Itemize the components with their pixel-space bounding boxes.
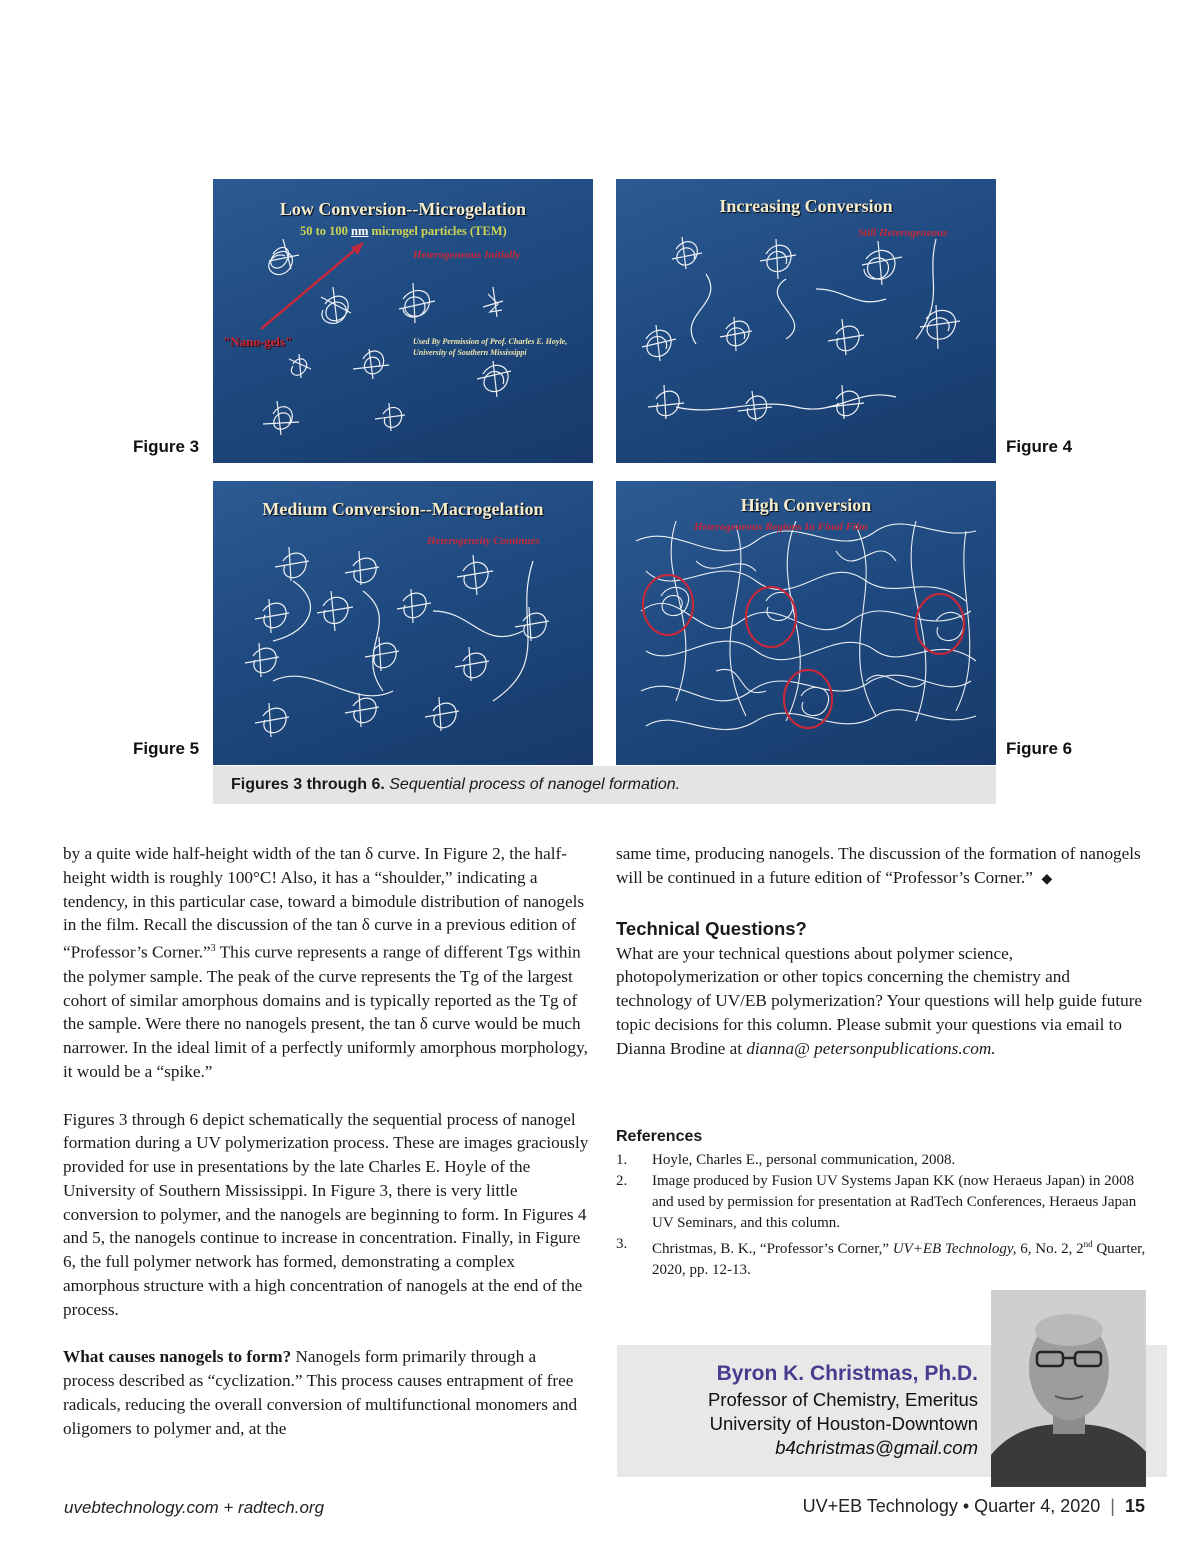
figure-3-note: Heterogeneous Initially: [413, 249, 521, 261]
author-photo: [991, 1290, 1146, 1487]
reference-text: Hoyle, Charles E., personal communication, 2008.: [652, 1152, 956, 1168]
figure-4-label: Figure 4: [1006, 437, 1073, 456]
caption-italic: Sequential process of nanogel formation.: [389, 776, 681, 793]
end-mark-icon: ◆: [1041, 871, 1053, 887]
left-paragraph-1: [63, 842, 589, 1084]
figure-4-title: Increasing Conversion: [719, 196, 893, 216]
references-heading: References: [616, 1128, 703, 1145]
figure-6-panel: [616, 481, 996, 765]
figure-4-scribbles: [616, 179, 996, 463]
figure-3-permission-line2: University of Southern Mississippi: [413, 348, 527, 357]
nanogel-question-heading: What causes nanogels to form?: [63, 1347, 292, 1367]
page-number: 15: [1124, 1496, 1145, 1516]
footer-separator: |: [1110, 1496, 1115, 1516]
reference-item: [616, 1171, 1146, 1234]
caption-bold: Figures 3 through 6.: [231, 776, 385, 793]
figure-6-note: Heterogeneous Regions In Final Film: [694, 521, 868, 533]
reference-text-mid: 6, No. 2, 2: [1016, 1241, 1084, 1257]
figure-4-note: Still Heterogeneous: [858, 227, 948, 239]
technical-questions-body: What are your technical questions about polymer science, photopolymerization or other topics concerning the chemistry and technology of UV/EB polymerization? Your questions will help guide future topic decisions for this column. Please submit your questions via email to Dianna Brodine at: [616, 943, 1143, 1058]
right-column: [616, 842, 1146, 1061]
figure-3-subtitle-pre: 50 to 100: [300, 224, 352, 238]
left-paragraph-3: [63, 1345, 589, 1440]
reference-number: 2.: [616, 1173, 628, 1189]
figure-3-title: Low Conversion--Microgelation: [279, 199, 527, 219]
reference-text: Christmas, B. K., “Professor’s Corner,”: [652, 1241, 893, 1257]
author-affiliation: University of Houston-Downtown: [709, 1413, 978, 1434]
figure-3-label: Figure 3: [133, 437, 200, 456]
figure-6-label: Figure 6: [1006, 739, 1073, 758]
reference-text: Image produced by Fusion UV Systems Japan KK (now Heraeus Japan) in 2008 and used by permission for presentation at RadTech Conferences, Heraeus Japan UV Seminars, and this column.: [652, 1173, 1137, 1231]
figure-3-arrow-label: "Nano-gels": [223, 334, 293, 349]
technical-questions-heading: Technical Questions?: [616, 917, 807, 939]
right-paragraph-1: [616, 842, 1146, 892]
figure-3-permission: [413, 336, 567, 358]
editor-email-link[interactable]: dianna@ petersonpublications.com.: [746, 1038, 996, 1058]
author-name: Byron K. Christmas, Ph.D.: [716, 1362, 978, 1385]
figure-4-panel: [616, 179, 996, 463]
left-column: [63, 842, 589, 1441]
references-list: [616, 1150, 1146, 1281]
author-info: [708, 1360, 978, 1460]
figure-5-scribbles: [213, 481, 593, 765]
reference-item: [616, 1234, 1146, 1281]
right-paragraph-1-text: same time, producing nanogels. The discussion of the formation of nanogels will be continued in a future edition of “Professor’s Corner.”: [616, 844, 1141, 887]
reference-text-post: Quarter, 2020, pp. 12-13.: [652, 1241, 1146, 1278]
reference-number: 3.: [616, 1236, 628, 1252]
figure-6-title: High Conversion: [740, 495, 872, 515]
figure-3-subtitle-post: microgel particles (TEM): [368, 224, 507, 238]
figure-3-panel: [213, 179, 593, 463]
technical-questions-text: [616, 942, 1146, 1061]
left-paragraph-2: Figures 3 through 6 depict schematically the sequential process of nanogel formation during a UV polymerization process. These are images graciously provided for use in presentations by the late Charles E. Hoyle of the University of Southern Mississippi. In Figure 3, there is very little conversion to polymer, and the nanogels are beginning to form. In Figures 4 and 5, the nanogels continue to increase in concentration. Finally, in Figure 6, the full polymer network has formed, demonstrating a complex amorphous structure with a high concentration of nanogels at the end of the process.: [63, 1109, 589, 1319]
figure-caption: [213, 766, 996, 804]
author-title: Professor of Chemistry, Emeritus: [707, 1389, 978, 1410]
footer-issue: UV+EB Technology • Quarter 4, 2020: [802, 1496, 1101, 1516]
author-portrait-icon: [991, 1290, 1146, 1487]
left-paragraph-3-text: Nanogels form primarily through a process described as “cyclization.” This process causes entrapment of free radicals, reducing the overall conversion of multifunctional monomers and oligomers to polymer and, at the: [63, 1347, 578, 1438]
figure-5-label: Figure 5: [133, 739, 200, 758]
reference-item: [616, 1150, 1146, 1171]
footer-websites: uvebtechnology.com + radtech.org: [64, 1498, 325, 1517]
figure-3-permission-line1: Used By Permission of Prof. Charles E. Hoyle,: [413, 337, 568, 346]
reference-sup: nd: [1083, 1239, 1093, 1249]
figure-5-note: Heterogeneity Continues: [427, 535, 540, 547]
left-paragraph-1-rest: This curve represents a range of different Tgs within the polymer sample. The peak of the curve represents the Tg of the largest cohort of similar amorphous domains and is typically reported as the Tg of the sample. Were there no nanogels present, the tan δ curve would be much narrower. In the ideal limit of a perfectly uniformly amorphous morphology, it would be a “spike.”: [63, 942, 588, 1081]
figure-3-subtitle: [300, 224, 507, 239]
figure-3-scribbles: [213, 179, 593, 463]
author-email[interactable]: b4christmas@gmail.com: [775, 1437, 978, 1458]
figure-5-title: Medium Conversion--Macrogelation: [262, 499, 544, 519]
footer-publication: [803, 1496, 1145, 1517]
left-paragraph-1-text: by a quite wide half-height width of the tan δ curve. In Figure 2, the half-height width is roughly 100°C! Also, it has a “shoulder,” indicating a tendency, in this particular case, toward a bimodule distribution of nanogels in the film. Recall the discussion of the tan δ curve in a previous edition of “Professor’s Corner.”: [63, 844, 585, 962]
figure-5-panel: [213, 481, 593, 765]
reference-number: 1.: [616, 1152, 628, 1168]
footnote-3-ref: 3: [210, 943, 216, 955]
figure-3-subtitle-nm: nm: [351, 224, 369, 238]
reference-journal: UV+EB Technology,: [892, 1241, 1017, 1257]
